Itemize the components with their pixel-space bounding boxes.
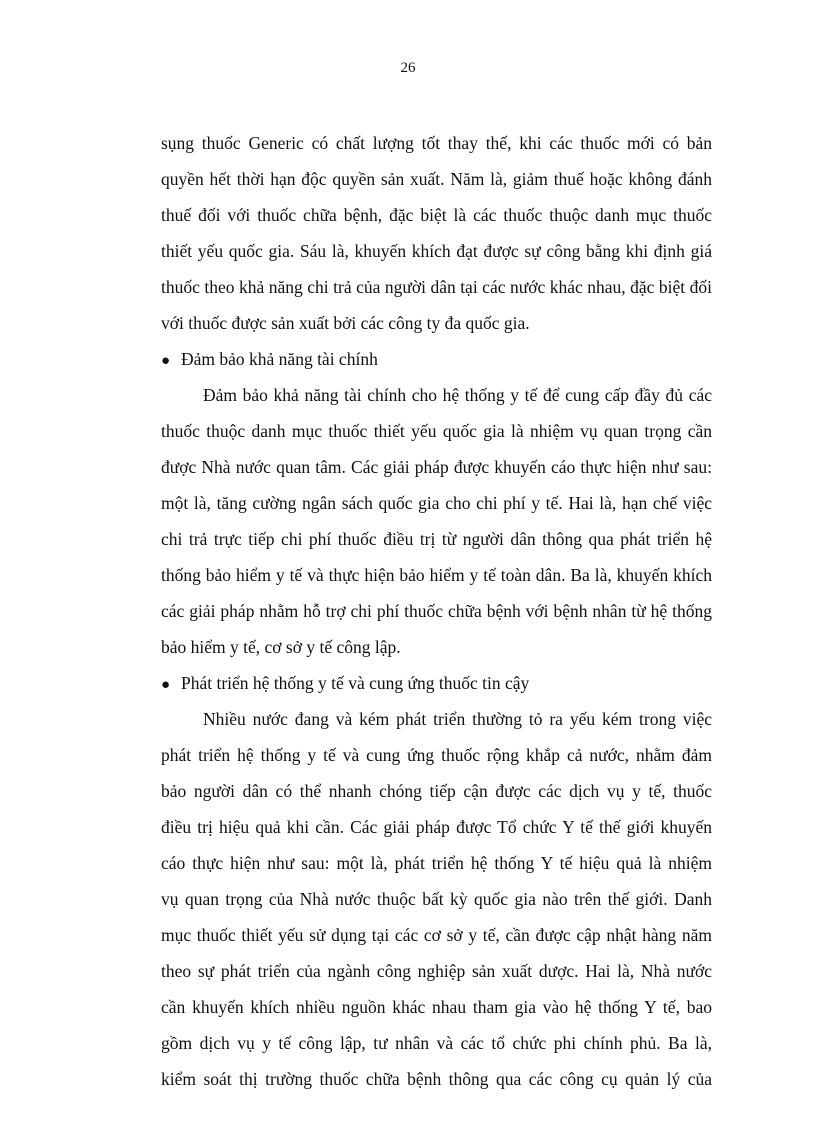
paragraph-continuation: [161, 125, 712, 341]
text-line: một là, tăng cường ngân sách quốc gia cho chi phí y tế. Hai là, hạn chế việc: [161, 493, 712, 513]
text-line: gồm dịch vụ y tế công lập, tư nhân và các tổ chức phi chính phủ. Ba là,: [161, 1033, 712, 1053]
text-line: bảo hiểm y tế, cơ sở y tế công lập.: [161, 637, 401, 657]
text-line: phát triển hệ thống y tế và cung ứng thuốc rộng khắp cả nước, nhằm đảm: [161, 745, 712, 765]
text-line: chi trả trực tiếp chi phí thuốc điều trị từ người dân thông qua phát triển hệ: [161, 529, 712, 549]
text-line: các giải pháp nhằm hỗ trợ chi phí thuốc chữa bệnh với bệnh nhân từ hệ thống: [161, 601, 712, 621]
text-line: điều trị hiệu quả khi cần. Các giải pháp được Tổ chức Y tế thế giới khuyến: [161, 817, 712, 837]
text-line: theo sự phát triển của ngành công nghiệp sản xuất dược. Hai là, Nhà nước: [161, 961, 712, 981]
text-line: Đảm bảo khả năng tài chính cho hệ thống y tế để cung cấp đầy đủ các: [203, 385, 712, 405]
paragraph-financial: [161, 377, 712, 665]
text-line: thiết yếu quốc gia. Sáu là, khuyến khích đạt được sự công bằng khi định giá: [161, 241, 712, 261]
bullet-heading-health-system: [161, 665, 712, 701]
text-line: sụng thuốc Generic có chất lượng tốt thay thế, khi các thuốc mới có bản: [161, 133, 712, 153]
text-line: với thuốc được sản xuất bởi các công ty đa quốc gia.: [161, 313, 530, 333]
text-line: thuốc theo khả năng chi trả của người dân tại các nước khác nhau, đặc biệt đối: [161, 277, 712, 297]
bullet-heading-text: Đảm bảo khả năng tài chính: [181, 349, 378, 369]
text-line: bảo người dân có thể nhanh chóng tiếp cận được các dịch vụ y tế, thuốc: [161, 781, 712, 801]
text-line: thuế đối với thuốc chữa bệnh, đặc biệt là các thuốc thuộc danh mục thuốc: [161, 205, 712, 225]
text-line: mục thuốc thiết yếu sử dụng tại các cơ sở y tế, cần được cập nhật hàng năm: [161, 925, 712, 945]
bullet-heading-text: Phát triển hệ thống y tế và cung ứng thuốc tin cậy: [181, 673, 530, 693]
paragraph-health-system: [161, 701, 712, 1097]
bullet-dot-icon: ●: [161, 677, 171, 693]
document-body: [161, 125, 712, 1097]
text-line: cần khuyến khích nhiều nguồn khác nhau tham gia vào hệ thống Y tế, bao: [161, 997, 712, 1017]
page-number: 26: [400, 60, 416, 76]
text-line: Nhiều nước đang và kém phát triển thường tỏ ra yếu kém trong việc: [203, 709, 712, 729]
text-line: thuốc thuộc danh mục thuốc thiết yếu quốc gia là nhiệm vụ quan trọng cần: [161, 421, 712, 441]
text-line: thống bảo hiểm y tế và thực hiện bảo hiểm y tế toàn dân. Ba là, khuyến khích: [161, 565, 712, 585]
text-line: quyền hết thời hạn độc quyền sản xuất. Năm là, giảm thuế hoặc không đánh: [161, 169, 712, 189]
bullet-heading-financial: [161, 341, 712, 377]
text-line: vụ quan trọng của Nhà nước thuộc bất kỳ quốc gia nào trên thế giới. Danh: [161, 889, 712, 909]
text-line: kiểm soát thị trường thuốc chữa bệnh thông qua các công cụ quản lý của: [161, 1069, 712, 1089]
text-line: được Nhà nước quan tâm. Các giải pháp được khuyến cáo thực hiện như sau:: [161, 457, 712, 477]
bullet-dot-icon: ●: [161, 353, 171, 369]
text-line: cáo thực hiện như sau: một là, phát triển hệ thống Y tế hiệu quả là nhiệm: [161, 853, 712, 873]
